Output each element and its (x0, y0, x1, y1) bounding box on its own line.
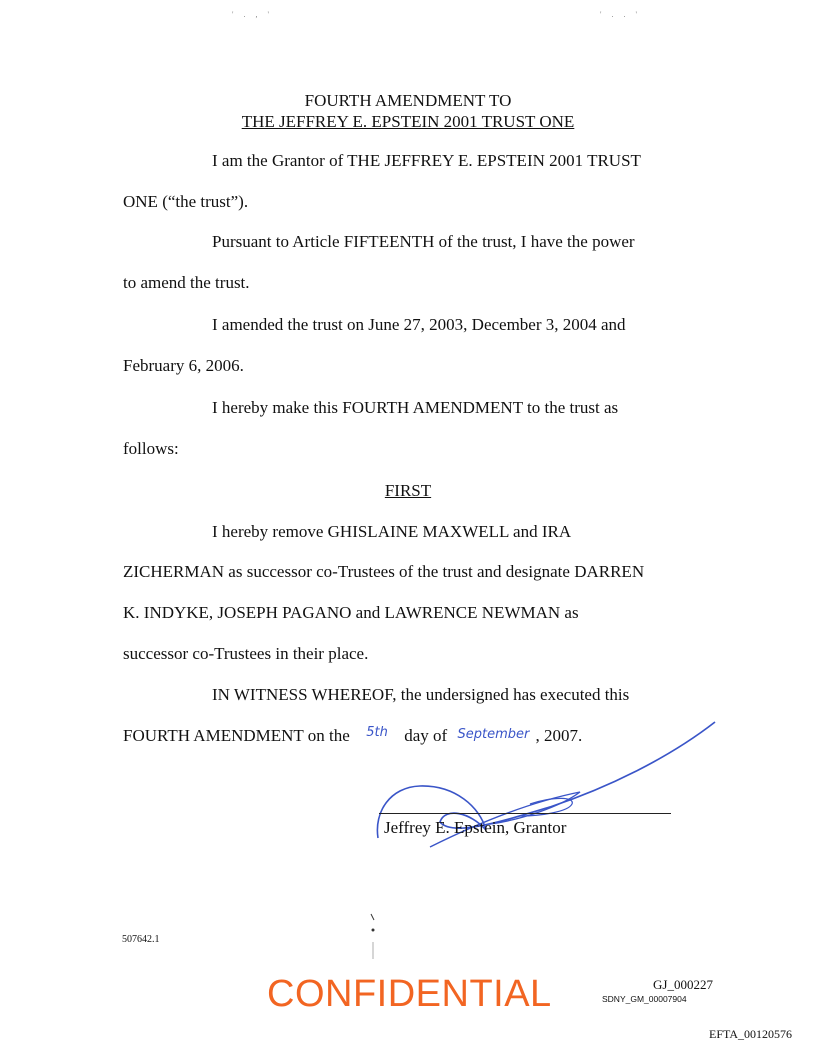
witness-suffix: , 2007. (535, 726, 583, 745)
scan-speck: ' . , ' (232, 10, 273, 19)
witness-mid: day of (404, 726, 448, 745)
paragraph-1-line-2: ONE (“the trust”). (123, 192, 249, 211)
paragraph-4-line-1: I hereby make this FOURTH AMENDMENT to the trust as (212, 398, 619, 417)
signatory-name: Jeffrey E. Epstein, Grantor (384, 818, 567, 837)
handwritten-day: 5th (366, 725, 388, 740)
scan-speck: ' . . ' (600, 10, 641, 19)
document-title-line1: FOURTH AMENDMENT TO (304, 91, 512, 110)
handwritten-month: September (457, 727, 530, 742)
scan-mark (368, 912, 378, 962)
paragraph-3-line-1: I amended the trust on June 27, 2003, December 3, 2004 and (212, 315, 626, 334)
sdny-bates-number: SDNY_GM_00007904 (602, 994, 687, 1004)
paragraph-1-line-1: I am the Grantor of THE JEFFREY E. EPSTEIN 2001 TRUST (212, 151, 641, 170)
document-number: 507642.1 (122, 934, 160, 945)
first-section-line-4: successor co-Trustees in their place. (123, 644, 369, 663)
gj-bates-number: GJ_000227 (653, 977, 713, 992)
first-section-line-2: ZICHERMAN as successor co-Trustees of the trust and designate DARREN (123, 562, 645, 581)
paragraph-3-line-2: February 6, 2006. (123, 356, 244, 375)
paragraph-2-line-1: Pursuant to Article FIFTEENTH of the trust, I have the power (212, 232, 635, 251)
paragraph-4-line-2: follows: (123, 439, 179, 458)
confidential-stamp: CONFIDENTIAL (267, 973, 552, 1015)
first-section-line-1: I hereby remove GHISLAINE MAXWELL and IRA (212, 522, 572, 541)
paragraph-2-line-2: to amend the trust. (123, 273, 250, 292)
document-title-line2: THE JEFFREY E. EPSTEIN 2001 TRUST ONE (241, 112, 575, 131)
efta-number: EFTA_00120576 (709, 1027, 793, 1041)
signature-line (379, 813, 671, 814)
signature-scribble (370, 712, 720, 862)
witness-prefix: FOURTH AMENDMENT on the (123, 726, 350, 745)
section-heading-first: FIRST (384, 481, 432, 500)
first-section-line-3: K. INDYKE, JOSEPH PAGANO and LAWRENCE NEWMAN as (123, 603, 579, 622)
witness-line-1: IN WITNESS WHEREOF, the undersigned has executed this (212, 685, 630, 704)
